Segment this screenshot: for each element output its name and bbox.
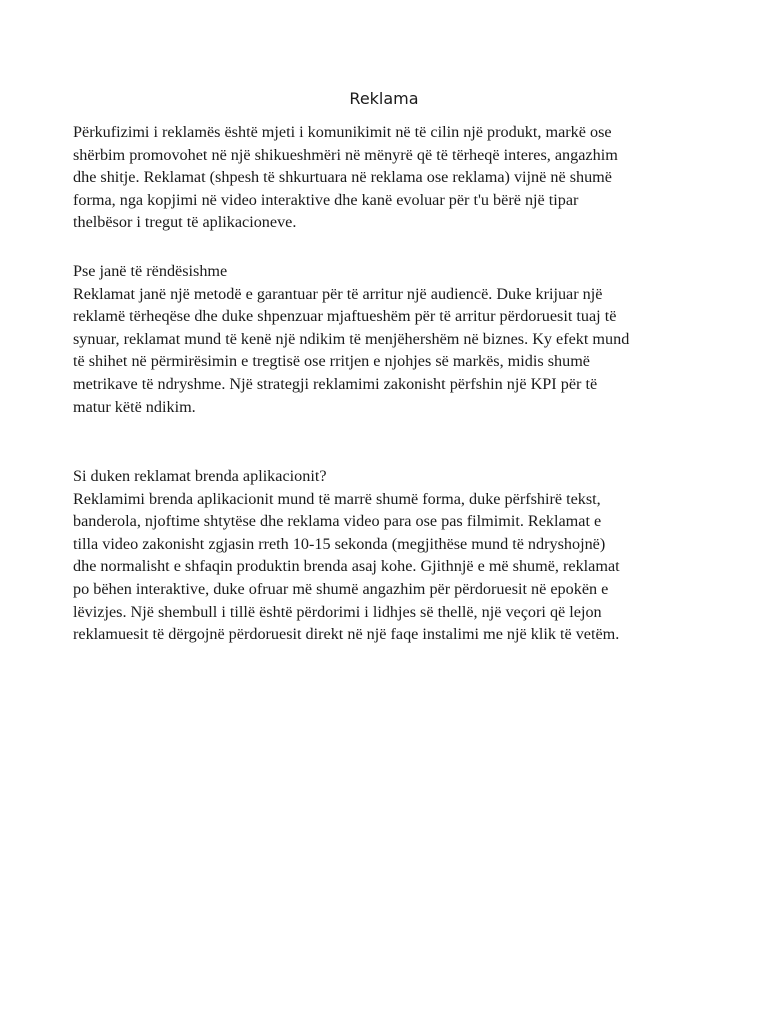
paragraph-line: Reklamat janë një metodë e garantuar për të arritur një audiencë. Duke krijuar një xyxy=(73,284,603,303)
document-title: Reklama xyxy=(349,89,419,108)
paragraph-line: të shihet në përmirësimin e tregtisë ose rritjen e njohjes së markës, midis shumë xyxy=(73,352,590,371)
in-app-ads-section xyxy=(73,465,713,646)
paragraph-line: shërbim promovohet në një shikueshmëri në mënyrë që të tërheqë interes, angazhim xyxy=(73,145,618,164)
paragraph-line: reklamuesit të dërgojnë përdoruesit direkt në një faqe instalimi me një klik të vetëm. xyxy=(73,625,620,644)
paragraph-line: po bëhen interaktive, duke ofruar më shumë angazhim për përdoruesit në epokën e xyxy=(73,579,609,598)
paragraph-line: reklamë tërheqëse dhe duke shpenzuar mjaftueshëm për të arritur përdoruesit tuaj të xyxy=(73,307,617,326)
paragraph-line: matur këtë ndikim. xyxy=(73,397,196,416)
intro-paragraph xyxy=(73,121,713,234)
paragraph-line: Përkufizimi i reklamës është mjeti i komunikimit në të cilin një produkt, markë ose xyxy=(73,123,612,141)
paragraph-line: forma, nga kopjimi në video interaktive dhe kanë evoluar për t'u bërë një tipar xyxy=(73,190,579,209)
paragraph-line: banderola, njoftime shtytëse dhe reklama video para ose pas filmimit. Reklamat e xyxy=(73,512,602,531)
paragraph-line: Reklamimi brenda aplikacionit mund të marrë shumë forma, duke përfshirë tekst, xyxy=(73,489,601,508)
paragraph-line: lëvizjes. Një shembull i tillë është përdorimi i lidhjes së thellë, një veçori që lejon xyxy=(73,602,602,621)
section-heading: Pse janë të rëndësishme xyxy=(73,262,228,280)
paragraph-line: tilla video zakonisht zgjasin rreth 10-15 sekonda (megjithëse mund të ndryshojnë) xyxy=(73,534,606,553)
section-heading: Si duken reklamat brenda aplikacionit? xyxy=(73,467,327,485)
paragraph-line: metrikave të ndryshme. Një strategji reklamimi zakonisht përfshin një KPI për të xyxy=(73,374,598,393)
paragraph-line: synuar, reklamat mund të kenë një ndikim të menjëhershëm në biznes. Ky efekt mund xyxy=(73,329,630,348)
importance-section xyxy=(73,260,713,418)
paragraph-line: thelbësor i tregut të aplikacioneve. xyxy=(73,213,297,232)
paragraph-line: dhe shitje. Reklamat (shpesh të shkurtuara në reklama ose reklama) vijnë në shumë xyxy=(73,168,612,187)
paragraph-line: dhe normalisht e shfaqin produktin brenda asaj kohe. Gjithnjë e më shumë, reklamat xyxy=(73,557,620,576)
